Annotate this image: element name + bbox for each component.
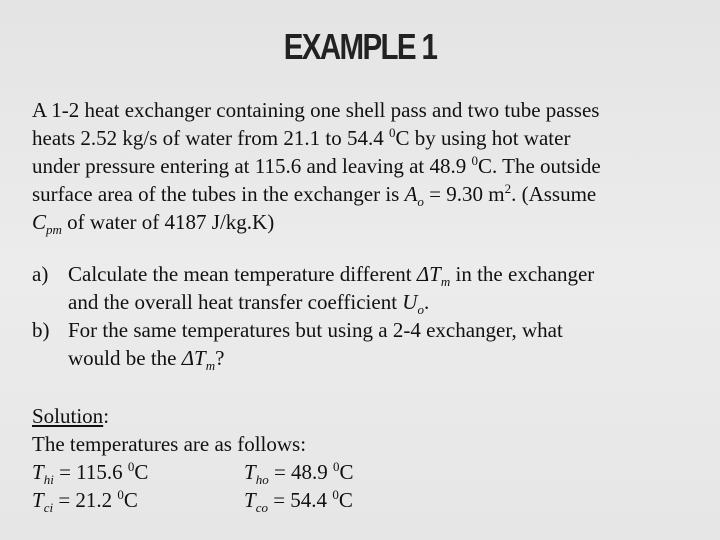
question-text: in the exchanger <box>450 262 595 286</box>
temp-sub: hi <box>43 472 54 488</box>
temp-unit: C <box>123 488 138 512</box>
problem-line: under pressure entering at 115.6 and leaving at 48.9 <box>32 154 472 178</box>
degree-sup: 0 <box>117 487 124 502</box>
delta-t-var: ΔT <box>416 262 441 286</box>
degree-sup: 0 <box>332 487 339 502</box>
temp-sub: co <box>255 500 268 516</box>
degree-sup: 0 <box>333 459 340 474</box>
temp-var: T <box>244 460 256 484</box>
question-marker: b) <box>32 318 50 342</box>
question-marker: a) <box>32 262 49 286</box>
solution-label: Solution <box>32 404 104 428</box>
problem-line: C by using hot water <box>395 126 571 150</box>
problem-line: C. The outside <box>478 154 601 178</box>
temp-var: T <box>244 488 256 512</box>
question-text: For the same temperatures but using a 2-4 exchanger, what <box>68 318 563 342</box>
degree-sup: 0 <box>127 459 135 474</box>
question-item <box>32 260 692 316</box>
delta-t-sub: m <box>205 358 216 374</box>
temp-hot-out <box>244 458 692 486</box>
delta-t-var: ΔT <box>181 346 206 370</box>
question-item <box>32 316 692 372</box>
question-text: and the overall heat transfer coefficient <box>68 290 403 314</box>
question-text: Calculate the mean temperature different <box>68 262 417 286</box>
question-text: would be the <box>68 346 182 370</box>
cp-var: C <box>32 210 47 234</box>
temp-unit: C <box>134 460 149 484</box>
question-list <box>32 260 692 372</box>
question-text: ? <box>215 346 225 370</box>
temp-var: T <box>32 488 44 512</box>
temp-unit: C <box>339 460 354 484</box>
question-text: . <box>423 290 430 314</box>
temp-sub: ho <box>255 472 269 488</box>
problem-line: A 1-2 heat exchanger containing one shell pass and two tube passes <box>32 98 600 122</box>
temp-var: T <box>32 460 44 484</box>
u-var: U <box>402 290 418 314</box>
area-sub: o <box>417 194 424 210</box>
degree-sup: 0 <box>471 153 479 168</box>
solution-intro: The temperatures are as follows: <box>32 432 307 456</box>
problem-line: of water of 4187 J/kg.K) <box>61 210 275 234</box>
problem-line: . (Assume <box>511 182 597 206</box>
u-sub: o <box>417 302 424 318</box>
temp-unit: C <box>338 488 353 512</box>
temp-cold-out <box>244 486 692 514</box>
solution-colon: : <box>103 404 110 428</box>
problem-statement <box>32 96 692 236</box>
temp-sub: ci <box>43 500 54 516</box>
temp-value: = 48.9 <box>268 460 334 484</box>
delta-t-sub: m <box>440 274 451 290</box>
area-var: A <box>404 182 418 206</box>
solution-section <box>32 402 692 514</box>
problem-line: = 9.30 m <box>423 182 505 206</box>
problem-line: heats 2.52 kg/s of water from 21.1 to 54.4 <box>32 126 389 150</box>
temp-hot-in <box>32 458 244 486</box>
problem-line: surface area of the tubes in the exchanger is <box>32 182 405 206</box>
temp-value: = 54.4 <box>267 488 333 512</box>
temp-value: = 21.2 <box>53 488 118 512</box>
slide-body <box>32 96 692 514</box>
slide-title: EXAMPLE 1 <box>283 26 437 67</box>
cp-sub: pm <box>46 222 62 238</box>
temp-cold-in <box>32 486 244 514</box>
degree-sup: 0 <box>388 125 396 140</box>
squared-sup: 2 <box>504 181 512 196</box>
temperature-grid <box>32 458 692 514</box>
temp-value: = 115.6 <box>53 460 128 484</box>
